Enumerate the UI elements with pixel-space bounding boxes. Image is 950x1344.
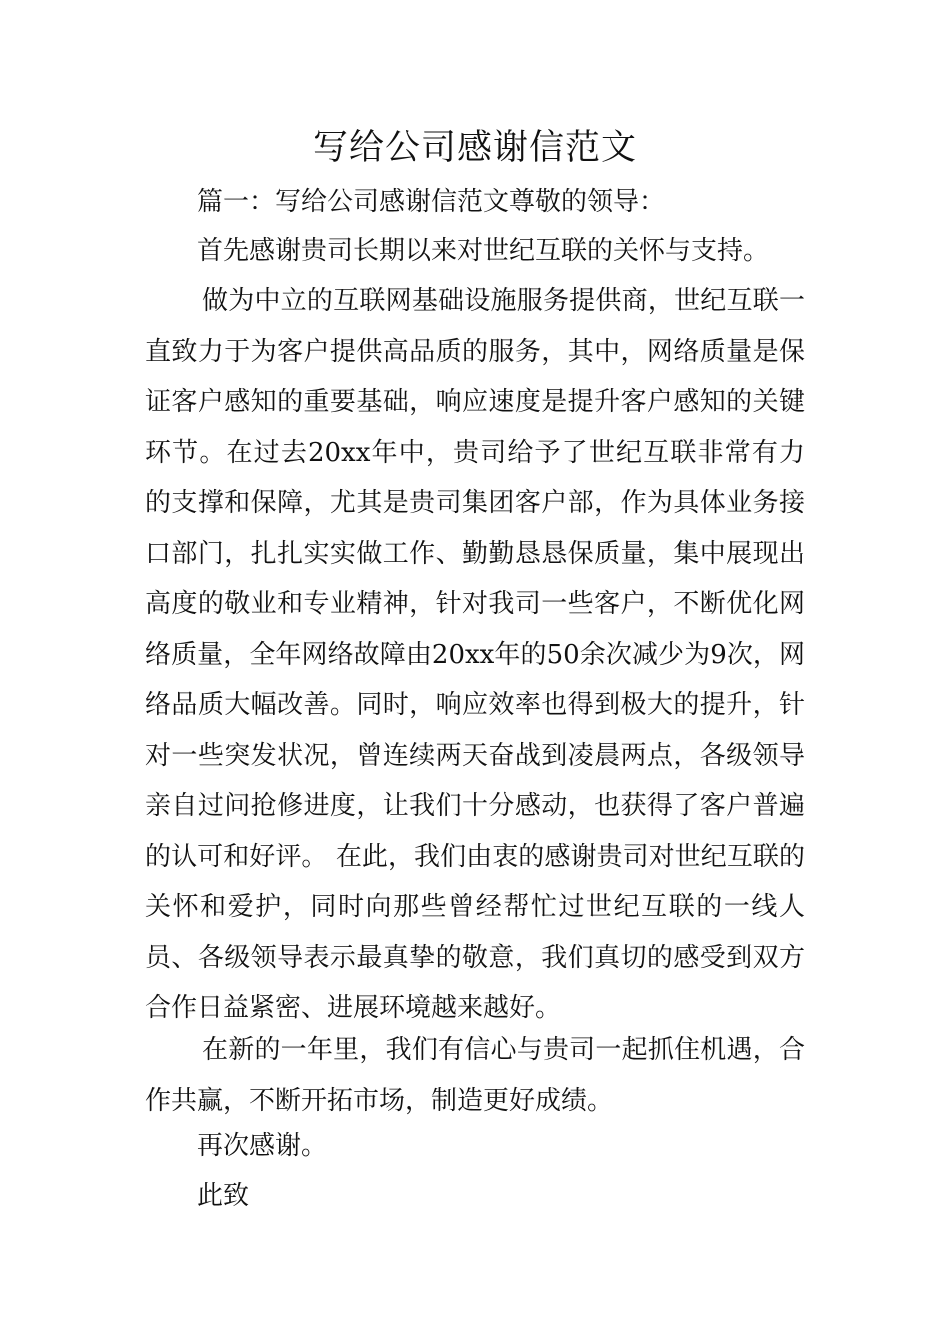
greeting-line: 篇一：写给公司感谢信范文尊敬的领导： <box>197 187 666 217</box>
opening-line: 首先感谢贵司长期以来对世纪互联的关怀与支持。 <box>197 236 770 266</box>
thanks-again-line: 再次感谢。 <box>197 1131 328 1161</box>
closing-line: 此致 <box>197 1181 250 1211</box>
document-title: 写给公司感谢信范文 <box>312 128 637 168</box>
main-paragraph: 做为中立的互联网基础设施服务提供商，世纪互联一直致力于为客户提供高品质的服务，其中，网络质量是保证客户感知的重要基础，响应速度是提升客户感知的关键环节。在过去20xx年中，贵司给予了世纪互联非常有力的支撑和保障，尤其是贵司集团客户部，作为具体业务接口部门，扎扎实实做工作、勤勤恳恳保质量，集中展现出高度的敬业和专业精神，针对我司一些客户，不断优化网络质量，全年网络故障由20xx年的50余次减少为9次，网络品质大幅改善。同时，响应效率也得到极大的提升，针对一些突发状况，曾连续两天奋战到凌晨两点，各级领导亲自过问抢修进度，让我们十分感动，也获得了客户普遍的认可和好评。 在此，我们由衷的感谢贵司对世纪互联的关怀和爱护，同时向那些曾经帮忙过世纪互联的一线人员、各级领导表示最真挚的敬意，我们真切的感受到双方合作日益紧密、进展环境越来越好。 <box>145 286 805 1023</box>
future-paragraph: 在新的一年里，我们有信心与贵司一起抓住机遇，合作共赢，不断开拓市场，制造更好成绩。 <box>145 1035 805 1116</box>
